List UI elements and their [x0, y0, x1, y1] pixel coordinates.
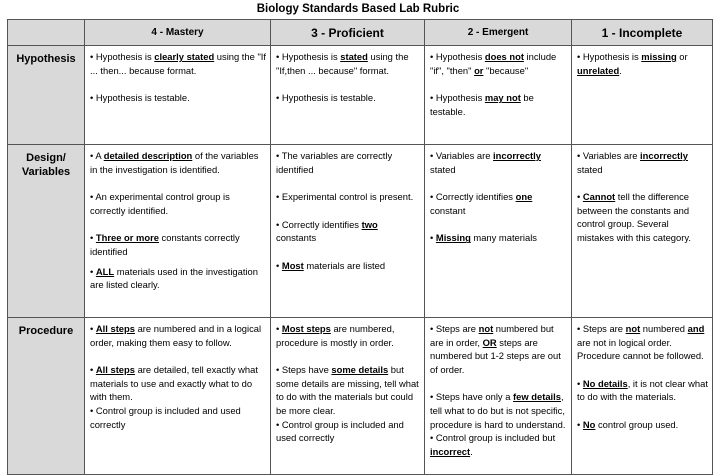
criterion-item: • Hypothesis does not include "if", "then" or "because": [430, 51, 557, 76]
criterion-item: • Control group is included and used correctly: [90, 404, 241, 430]
cell-procedure-incomplete: [572, 318, 713, 475]
row-hypothesis: [8, 46, 713, 145]
cell-design-emergent: [425, 145, 572, 318]
criterion-item: • Variables are incorrectly stated: [577, 150, 688, 175]
criterion-item: • ALL materials used in the investigation are listed clearly.: [90, 265, 258, 291]
criterion-item: • Cannot tell the difference between the constants and control group. Several mistakes with this category.: [577, 191, 691, 243]
header-row: [8, 20, 713, 46]
criterion-item: • Steps are not numbered and are not in logical order. Procedure cannot be followed.: [577, 323, 705, 362]
criterion-item: • Most steps are numbered, procedure is mostly in order.: [276, 323, 395, 348]
row-design-variables: [8, 145, 713, 318]
header-proficient: 3 - Proficient: [271, 20, 425, 46]
criterion-item: • Hypothesis is clearly stated using the "If ... then... because format.: [90, 51, 266, 76]
criterion-item: • Steps are not numbered but are in order, OR steps are numbered but 1-2 steps are out of order.: [430, 323, 561, 375]
criterion-item: • Steps have only a few details, tell what to do but is not specific, procedure is hard to understand.: [430, 391, 566, 430]
criterion-item: • The variables are correctly identified: [276, 150, 393, 175]
cell-design-mastery: [85, 145, 271, 318]
criterion-item: • A detailed description of the variables in the investigation is identified.: [90, 150, 259, 175]
page-title: Biology Standards Based Lab Rubric: [256, 3, 460, 15]
criterion-item: • Variables are incorrectly stated: [430, 150, 541, 175]
criterion-item: • Three or more constants correctly identified: [90, 232, 240, 257]
criterion-item: • Hypothesis is missing or unrelated.: [577, 51, 688, 76]
row-label-hypothesis: Hypothesis: [8, 46, 85, 145]
cell-hypothesis-proficient: [271, 46, 425, 145]
row-label-procedure: Procedure: [8, 318, 85, 475]
criterion-item: • All steps are numbered and in a logical order, making them easy to follow.: [90, 323, 262, 348]
criterion-item: • Correctly identifies two constants: [276, 218, 378, 244]
header-emergent: 2 - Emergent: [425, 20, 572, 46]
header-corner: [8, 20, 85, 46]
criterion-item: • Control group is included but incorrect.: [430, 432, 556, 457]
cell-design-incomplete: [572, 145, 713, 318]
cell-hypothesis-mastery: [85, 46, 271, 145]
criterion-item: • An experimental control group is correctly identified.: [90, 191, 230, 216]
cell-hypothesis-incomplete: [572, 46, 713, 145]
criterion-item: • Experimental control is present.: [276, 191, 414, 203]
row-label-design-variables: Design/ Variables: [8, 145, 85, 318]
criterion-item: • Most materials are listed: [276, 259, 386, 271]
criterion-item: • No control group used.: [577, 418, 679, 430]
criterion-item: • Control group is included and used correctly: [276, 418, 404, 444]
rubric-table: [7, 19, 713, 475]
criterion-item: • Correctly identifies one constant: [430, 191, 533, 216]
cell-procedure-emergent: [425, 318, 572, 475]
row-procedure: [8, 318, 713, 475]
criterion-item: • Hypothesis is testable.: [276, 92, 376, 104]
criterion-item: • Missing many materials: [430, 232, 537, 244]
criterion-item: • All steps are detailed, tell exactly what materials to use and exactly what to do with them.: [90, 364, 258, 403]
criterion-item: • Steps have some details but some details are missing, tell what to do with the materials but could be more clear.: [276, 364, 419, 416]
header-mastery: 4 - Mastery: [85, 20, 271, 46]
cell-hypothesis-emergent: [425, 46, 572, 145]
cell-procedure-mastery: [85, 318, 271, 475]
criterion-item: • Hypothesis may not be testable.: [430, 92, 534, 117]
criterion-item: • Hypothesis is testable.: [90, 92, 190, 104]
criterion-item: • Hypothesis is stated using the "If,then ... because" format.: [276, 51, 409, 76]
header-incomplete: 1 - Incomplete: [572, 20, 713, 46]
cell-procedure-proficient: [271, 318, 425, 475]
cell-design-proficient: [271, 145, 425, 318]
criterion-item: • No details, it is not clear what to do with the materials.: [577, 377, 708, 403]
